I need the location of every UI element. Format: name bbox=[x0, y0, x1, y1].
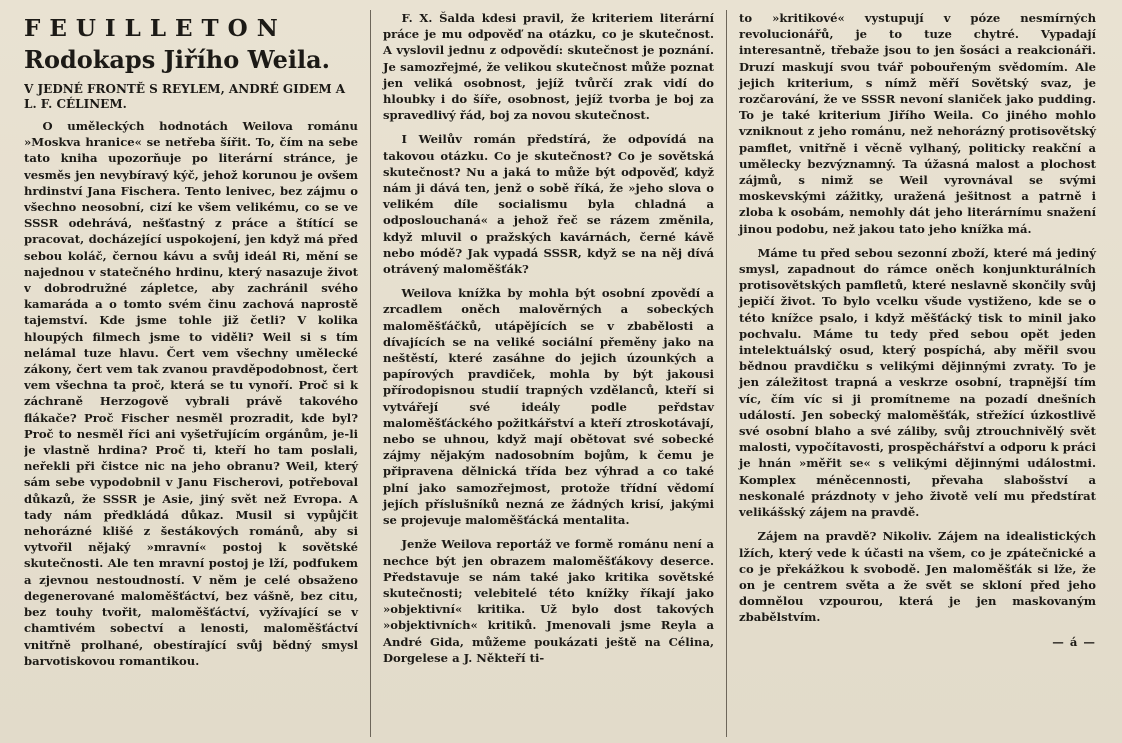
column-1 bbox=[24, 10, 370, 737]
paragraph: Máme tu před sebou sezonní zboží, které má jediný smysl, zapadnout do rámce oněch konjunkturálních protisovětských pamfletů, které neslavně skončily svůj jepičí život. To bylo vcelku všude vystiženo, kde se o této knížce psalo, i když měšťácký tisk to minil jako pochvalu. Máme tu tedy před sebou opět jeden intelektuálský osud, který pospíchá, aby měřil svou bědnou pravdičku s velikými dějinnými zvraty. To je jen záležitost trapná a veskrze osobní, trapnější tím víc, čím víc si ji promítneme na pozadí dnešních událostí. Jen sobecký maloměšťák, střežící úzkostlivě své osobní blaho a své záliby, svůj ztrouchnivělý svět malosti, vypočítavosti, prospěchářství a odporu k práci je hnán »měřit se« s velikými dějinnými událostmi. Komplex méněcennosti, převaha slabošství a neskonalé prázdnoty v jeho životě velí mu předstírat velikášský zájem na pravdě. bbox=[739, 245, 1096, 520]
article-columns bbox=[24, 10, 1108, 737]
paragraph: Jenže Weilova reportáž ve formě románu není a nechce být jen obrazem maloměšťákovy deserce. Představuje se nám také jako kritika sovětské skutečnosti; velebitelé této knížky říkají jako »objektivní« kritika. Už bylo dost takových »objektivních« kritiků. Jmenovali jsme Reyla a André Gida, můžeme poukázati ještě na Célina, Dorgelese a J. Někteří ti- bbox=[383, 537, 714, 665]
paragraph: Zájem na pravdě? Nikoliv. Zájem na idealistických lžích, který vede k účasti na všem, co je zpátečnické a co je překážkou k svobodě. Jen maloměšťák si lže, že on je centrem světa a že svět se skloní před jeho domnělou vzpourou, která je jen maskovaným zbabělstvím. bbox=[739, 529, 1096, 625]
section-kicker: FEUILLETON bbox=[24, 15, 287, 42]
column-3 bbox=[726, 10, 1102, 737]
author-signature: — á — bbox=[1052, 634, 1096, 649]
paragraph: O uměleckých hodnotách Weilova románu »Moskva hranice« se netřeba šířit. To, čím na sebe tato kniha upozorňuje po literární stránce, je vesměs jen nevybíravý kýč, jehož korunou je ovšem hrdinství Jana Fischera. Tento lenivec, bez zájmu o všechno neosobní, cizí ke všem velikému, co se ve SSSR odehrává, nešťastný z práce a štítící se pracovat, docházející uspokojení, jen když má před sebou koláč, černou kávu a svůj ideál Ri, mění se najednou v statečného hrdinu, který nasazuje život v dobrodružné zápletce, aby zachránil svého kamaráda a o tomto svém činu zachová naprostě tajemství. Kde jsme tohle již četli? V kolika hloupých filmech jsme to viděli? Weil si s tím nelámal tuze hlavu. Čert vem všechny umělecké zákony, čert vem tak zvanou pravděpodobnost, čert vem všechna ta proč, která se tu vynoří. Proč si k záchraně Herzogově vybrali právě takového flákače? Proč Fischer nesměl prozradit, kde byl? Proč to nesměl říci ani vyšetřujícím orgánům, je-li je vlastně hrdina? Proč ti, kteří ho tam poslali, neřekli při čistce nic na jeho obranu? Weil, který sám sebe vypodobnil v Janu Fischerovi, potřeboval důkazů, že SSSR je Asie, jiný svět než Evropa. A tady nám předkládá důkaz. Musil si vypůjčit nehorázné klišé z šestákových románů, aby si vytvořil nějaký »mravní« postoj k sovětské skutečnosti. Ale ten mravní postoj je lží, podfukem a zjevnou nestoudností. V něm je celé obsaženo degenerované maloměšťáctví, bez vášně, bez citu, bez touhy tvořit, maloměšťáctví, vyžívající se v chamtivém sobectví a lenosti, maloměšťáctví vnitřně prolhané, obestírající svůj bědný smysl barvotiskovou romantikou. bbox=[24, 119, 358, 668]
paragraph: to »kritikové« vystupují v póze nesmírných revolucionářů, je to tuze chytré. Vypadají interesantně, třebaže jsou to jen šosáci a reakcionáři. Druzí maskují svou tvář pobouřeným svědomím. Ale jejich kriterium, s nímž měří Sovětský svaz, je rozčarování, že ve SSSR nevoní slaniček jako pudding. To je také kriterium Jiřího Weila. Co jiného mohlo vzniknout z jeho románu, než nehorázný protisovětský pamflet, vnitřně i věcně vylhaný, politicky reakční a umělecky bezvýznamný. Ta úžasná malost a plochost zájmů, s nimž se Weil vyrovnával se svými moskevskými zážitky, uražená ješitnost a patrně i zloba k osobám, nemohly dát jeho literárnímu snažení jinou podobu, než jakou tato jeho knížka má. bbox=[739, 11, 1096, 236]
article-headline: Rodokaps Jiřího Weila. bbox=[24, 45, 331, 74]
paragraph: F. X. Šalda kdesi pravil, že kriteriem literární práce je mu odpověď na otázku, co je skutečnost. A vyslovil jednu z odpovědí: skutečnost je poznání. Je samozřejmé, že velikou skutečnost může poznat jen veliká osobnost, jejíž tvůrčí zrak vidí do hloubky i do šíře, osobnost, jejíž tvorba je boj za spravedlivý řád, boj za novou skutečnost. bbox=[383, 11, 714, 123]
column-2 bbox=[370, 10, 726, 737]
paragraph: I Weilův román předstírá, že odpovídá na takovou otázku. Co je skutečnost? Co je sovětská skutečnost? Nu a jaká to může být odpověď, když nám ji dává ten, jenž o sobě říká, že »jeho slova o velikém díle socialismu byla chladná a odposlouchaná« a jehož řeč se rázem změnila, když mluvil o pražských kavárnách, černé kávě nebo módě? Jak vypadá SSSR, když se na něj dívá otrávený maloměšťák? bbox=[383, 132, 714, 277]
paragraph: Weilova knížka by mohla být osobní zpovědí a zrcadlem oněch malověrných a sobeckých maloměšťáčků, utápějících se v zbabělosti a dívajících se na veliké sociální přeměny jako na neštěstí, které zasáhne do jejich úzounkých a papírových pravdiček, mohla by být jakousi přírodopisnou studií trapných vzdělanců, kteří si vytvářejí své ideály podle peřdstav maloměšťáckého požitkářství a kteří ztroskotávají, nebo se uhnou, když mají obětovat své sobecké zájmy nějakým nadosobním bojům, k čemu je připravena dělnická třída bez výhrad a co také plní jako samozřejmost, protože třídní vědomí jejích příslušníků nezná ze žádných krisí, jakými se projevuje maloměšťácká mentalita. bbox=[383, 286, 714, 528]
article-subhead: V JEDNÉ FRONTĚ S REYLEM, ANDRÉ GIDEM A L. F. CÉLINEM. bbox=[24, 82, 346, 111]
